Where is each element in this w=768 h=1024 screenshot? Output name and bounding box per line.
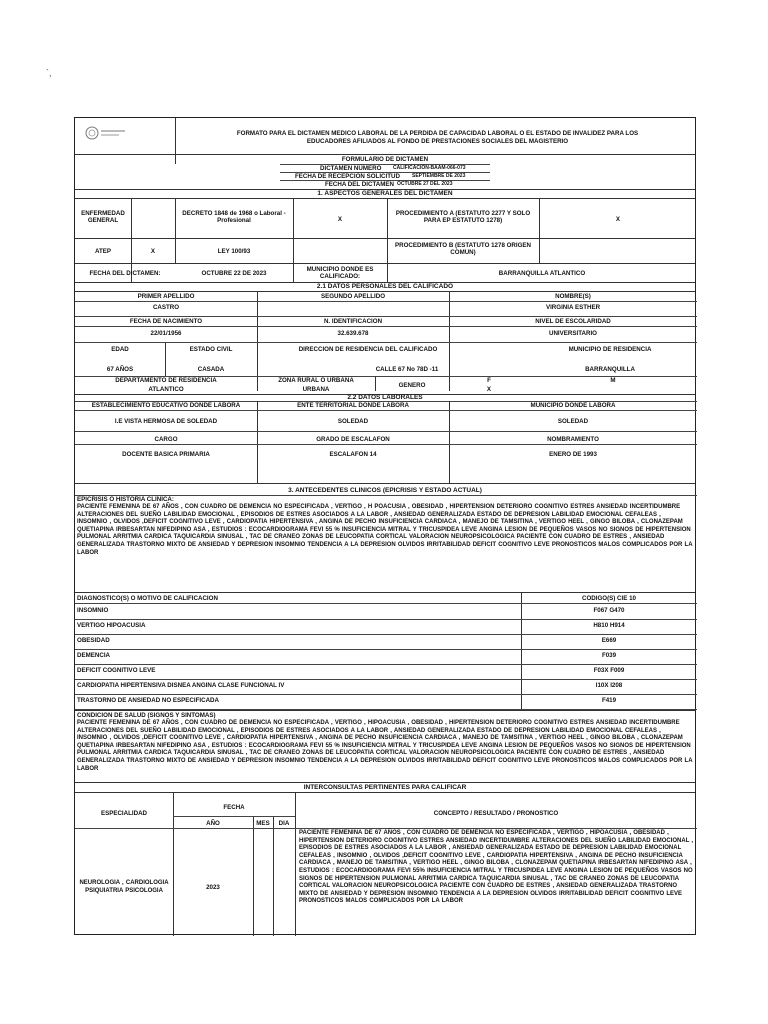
dia-label: DIA — [278, 820, 290, 827]
diagnostico-name: OBESIDAD — [77, 637, 110, 644]
decreto-label: DECRETO 1848 de 1968 o Laboral - Profesional — [182, 210, 286, 225]
scan-speck: `, — [46, 68, 52, 78]
diagnostico-name: TRASTORNO DE ANSIEDAD NO ESPECIFICADA — [77, 697, 219, 704]
diagnostico-code: F03X F009 — [593, 667, 625, 674]
procedimiento-a-label: PROCEDIMIENTO A (ESTATUTO 2277 Y SOLO PARA EP ESTATUTO 1278) — [395, 210, 531, 225]
section-aspectos-heading: 1. ASPECTOS GENERALES DEL DICTAMEN — [317, 190, 453, 197]
genero-label: GENERO — [398, 382, 426, 389]
municipio-labora-label: MUNICIPIO DONDE LABORA — [530, 402, 616, 409]
diagnostico-code: F067 G470 — [593, 607, 625, 614]
fecha-label: FECHA — [223, 804, 245, 811]
estado-civil-label: ESTADO CIVIL — [189, 346, 233, 353]
zona-value: URBANA — [302, 386, 330, 393]
departamento-label: DEPARTAMENTO DE RESIDENCIA — [115, 377, 217, 384]
municipio-residencia-value: BARRANQUILLA — [585, 366, 635, 373]
fecha-dictamen-label: FECHA DEL DICTAMEN: — [89, 270, 161, 277]
diagnostico-code: I10X I208 — [595, 682, 623, 689]
diagnostico-name: INSOMNIO — [77, 607, 109, 614]
condicion-text: PACIENTE FEMENINA DE 67 AÑOS , CON CUADRO DE DEMENCIA NO ESPECIFICADA , VERTIGO , HIPOACUSIA , OBESIDAD , HIPERTENSION DETERIORO COGNITIVO ESTRES ANSIEDAD INCERTIDUMBRE ALTERACIONES DEL SUEÑO LABILIDAD EMOCIONAL , EPISODIOS DE ESTRES ASOCIADOS A LA LABOR , ANSIEDAD GENERALIZADA ESTADO DE DEPRESION LABILIDAD EMOCIONAL CEFALEAS , INSOMNIO , OLVIDOS ,DEFICIT COGNITIVO LEVE , CARDIOPATIA HIPERTENSIVA , ANGINA DE PECHO INSUFICIENCIA CARDIACA , MANEJO DE TAMSITINA , VERTIGO HEEL , GINGO BILOBA , CLONAZEPAM QUETIAPINA IRBESARTAN NIFEDIPINO ASA , ESTUDIOS : ECOCARDIOGRAMA FEVI 55 % INSUFICIENCIA MITRAL Y TRICUSPIDEA LEVE ANGINA LESION DE PEQUEÑOS VASOS NO SIGNOS DE HIPERTENSION PULMONAL ARRITMIA CARDICA TAQUICARDIA SINUSAL , TAC DE CRANEO ZONAS DE LEUCOPATIA CORTICAL VALORACION NEUROPSICOLOGICA PACIENTE CON CUADRO DE ESTRES , ANSIEDAD GENERALIZADA TRASTORNO MIXTO DE ANSIEDAD Y DEPRESION INSOMNIO TENDENCIA A LA DEPRESION OLVIDOS IRRITABILIDAD DEFICIT COGNITIVO LEVE PRONOSTICOS MALOS COMPLICADOS POR LA LABOR — [77, 720, 693, 772]
diagnostico-name: DEMENCIA — [77, 652, 111, 659]
fecha-nacimiento-value: 22/01/1956 — [150, 330, 182, 337]
dictamen-numero-label: DICTAMEN NÚMERO — [320, 165, 382, 172]
fecha-recepcion-value: SEPTIEMBRE DE 2023 — [412, 173, 466, 179]
fecha-dictamen-value-top: OCTUBRE 27 DEL 2023 — [397, 181, 453, 187]
atep-label: ATEP — [94, 248, 112, 255]
procedimiento-a-mark: X — [615, 216, 621, 223]
mes-label: MES — [256, 820, 270, 827]
establecimiento-value: I.E VISTA HERMOSA DE SOLEDAD — [114, 418, 218, 425]
ano-value: 2023 — [206, 884, 220, 891]
genero-m-label: M — [610, 377, 616, 384]
diagnostico-code: E669 — [601, 637, 617, 644]
municipio-calificado-label: MUNICIPIO DONDE ES CALIFICADO: — [306, 266, 374, 281]
diagnostico-code: H810 H914 — [593, 622, 625, 629]
direccion-value: CALLE 67 No 78D -11 — [375, 366, 439, 373]
grado-label: GRADO DE ESCALAFON — [316, 436, 390, 443]
diagnostico-code: F039 — [601, 652, 617, 659]
genero-mark: X — [486, 386, 492, 393]
fecha-recepcion-label: FECHA DE RECEPCIÓN SOLICITUD — [295, 173, 400, 180]
epicrisis-text: PACIENTE FEMENINA DE 67 AÑOS , CON CUADRO DE DEMENCIA NO ESPECIFICADA , VERTIGO , H POACUSIA , OBESIDAD , HIPERTENSION DETERIORO COGNITIVO ESTRES ANSIEDAD INCERTIDUMBRE ALTERACIONES DEL SUEÑO LABILIDAD EMOCIONAL , EPISODIOS DE ESTRES ASOCIADOS A LA LABOR , ANSIEDAD GENERALIZADA ESTADO DE DEPRESION LABILIDAD EMOCIONAL CEFALEAS , INSOMNIO , OLVIDOS ,DEFICIT COGNITIVO LEVE , CARDIOPATIA HIPERTENSIVA , ANGINA DE PECHO INSUFICIENCIA CARDIACA , MANEJO DE TAMSITINA , VERTIGO HEEL , GINGO BILOBA , CLONAZEPAM QUETIAPINA IRBESARTAN NIFEDIPINO ASA , ESTUDIOS : ECOCARDIOGRAMA FEVI 55 % INSUFICIENCIA MITRAL Y TRICUSPIDEA LEVE ANGINA LESION DE PEQUEÑOS VASOS NO SIGNOS DE HIPERTENSION PULMONAL ARRITMIA CARDICA TAQUICARDIA SINUSAL , TAC DE CRANEO ZONAS DE LEUCOPATIA CORTICAL VALORACION NEUROPSICOLOGICA PACIENTE CON CUADRO DE ESTRES , ANSIEDAD GENERALIZADA TRASTORNO MIXTO DE ANSIEDAD Y DEPRESION INSOMNIO TENDENCIA A LA DEPRESION OLVIDOS IRRITABILIDAD DEFICIT COGNITIVO LEVE PRONOSTICOS MALOS COMPLICADOS POR LA LABOR — [77, 504, 693, 556]
escolaridad-label: NIVEL DE ESCOLARIDAD — [535, 318, 611, 325]
identificacion-value: 32.639.678 — [337, 330, 369, 337]
ano-label: AÑO — [206, 820, 220, 827]
atep-mark: X — [150, 248, 156, 255]
diagnostico-label: DIAGNOSTICO(S) O MOTIVO DE CALIFICACION — [77, 595, 218, 602]
departamento-value: ATLANTICO — [148, 386, 184, 393]
condicion-label: CONDICION DE SALUD (SIGNOS Y SINTOMAS) — [77, 712, 216, 719]
enfermedad-general-label: ENFERMEDAD GENERAL — [81, 210, 125, 225]
epicrisis-label: EPICRISIS O HISTORIA CLINICA: — [77, 496, 174, 503]
escolaridad-value: UNIVERSITARIO — [548, 330, 597, 337]
procedimiento-b-label: PROCEDIMIENTO B (ESTATUTO 1278 ORIGEN COMUN) — [394, 242, 532, 257]
primer-apellido-value: CASTRO — [152, 304, 180, 311]
ente-label: ENTE TERRITORIAL DONDE LABORA — [297, 402, 409, 409]
genero-f-label: F — [487, 377, 491, 384]
zona-label: ZONA RURAL O URBANA — [278, 377, 354, 384]
diagnostico-name: CARDIOPATIA HIPERTENSIVA DISNEA ANGINA CLASE FUNCIONAL IV — [77, 682, 285, 689]
form-page — [74, 117, 696, 935]
segundo-apellido-label: SEGUNDO APELLIDO — [320, 293, 386, 300]
grado-value: ESCALAFON 14 — [329, 451, 377, 458]
section-laborales-heading: 2.2 DATOS LABORALES — [347, 394, 423, 401]
enfermedad-general-mark: X — [337, 216, 343, 223]
edad-value: 67 AÑOS — [106, 366, 134, 373]
primer-apellido-label: PRIMER APELLIDO — [137, 293, 195, 300]
establecimiento-label: ESTABLECIMIENTO EDUCATIVO DONDE LABORA — [91, 402, 241, 409]
nombres-value: VIRGINIA ESTHER — [545, 304, 601, 311]
identificacion-label: N. IDENTIFICACION — [323, 318, 383, 325]
fecha-dictamen-value: OCTUBRE 22 DE 2023 — [201, 270, 267, 277]
section-interconsultas-heading: INTERCONSULTAS PERTINENTES PARA CALIFICAR — [303, 784, 467, 791]
section-antecedentes-heading: 3. ANTECEDENTES CLINICOS (EPICRISIS Y ESTADO ACTUAL) — [288, 487, 482, 494]
especialidad-value: NEUROLOGIA , CARDIOLOGIA PSIQUIATRIA PSICOLOGIA — [79, 880, 169, 894]
nombramiento-label: NOMBRAMIENTO — [547, 436, 599, 443]
fecha-dictamen-label-top: FECHA DEL DICTAMEN — [325, 181, 394, 188]
diagnostico-code: F419 — [601, 697, 617, 704]
formulario-label: FORMULARIO DE DICTAMEN — [341, 156, 429, 163]
nombramiento-value: ENERO DE 1993 — [549, 451, 597, 458]
especialidad-label: ESPECIALIDAD — [100, 810, 148, 817]
cargo-label: CARGO — [154, 436, 178, 443]
institution-logo-icon — [85, 124, 129, 142]
concepto-value: PACIENTE FEMENINA DE 67 AÑOS , CON CUADRO DE DEMENCIA NO ESPECIFICADA , VERTIGO , HIPOACUSIA , OBESIDAD , HIPERTENSION DETERIORO COGNITIVO ESTRES ANSIEDAD INCERTIDUMBRE ALTERACIONES DEL SUEÑO LABILIDAD EMOCIONAL , EPISODIOS DE ESTRES ASOCIADOS A LA LABOR , ANSIEDAD GENERALIZADA ESTADO DE DEPRESION LABILIDAD EMOCIONAL CEFALEAS , INSOMNIO , OLVIDOS ,DEFICIT COGNITIVO LEVE , CARDIOPATIA HIPERTENSIVA , ANGINA DE PECHO INSUFICIENCIA CARDIACA , MANEJO DE TAMSITINA , VERTIGO HEEL , GINGO BILOBA , CLONAZEPAM QUETIAPINA IRBESARTAN NIFEDIPINO ASA , ESTUDIOS : ECOCARDIOGRAMA FEVI 55% INSUFICIENCIA MITRAL Y TRICUSPIDEA LEVE ANGINA LESION DE PEQUEÑOS VASOS NO SIGNOS DE HIPERTENSION PULMONAL ARRITMIA CARDICA TAQUICARDIA SINUSAL , TAC DE CRANEO ZONAS DE LEUCOPATIA CORTICAL VALORACION NEUROPSICOLOGICA PACIENTE CON CUADRO DE ESTRES , ANSIEDAD GENERALIZADA TRASTORNO MIXTO DE ANSIEDAD Y DEPRESION INSOMNIO TENDENCIA A LA DEPRESION OLVIDOS IRRITABILIDAD DEFICIT COGNITIVO LEVE PRONOSTICOS MALOS COMPLICADOS POR LA LABOR — [299, 830, 694, 905]
estado-civil-value: CASADA — [197, 366, 225, 373]
cargo-value: DOCENTE BASICA PRIMARIA — [122, 451, 210, 458]
ley-label: LEY 100/93 — [217, 248, 251, 255]
codigo-cie-label: CODIGO(S) CIE 10 — [582, 595, 636, 602]
form-title-line2: EDUCADORES AFILIADOS AL FONDO DE PRESTACIONES SOCIALES DEL MAGISTERIO — [306, 138, 569, 145]
nombres-label: NOMBRE(S) — [555, 293, 591, 300]
dictamen-numero-value: CALIFICACIÓN-BAAM-066-073 — [393, 165, 466, 171]
municipio-labora-value: SOLEDAD — [557, 418, 589, 425]
edad-label: EDAD — [111, 346, 129, 353]
direccion-label: DIRECCION DE RESIDENCIA DEL CALIFICADO — [298, 346, 438, 353]
diagnostico-name: VERTIGO HIPOACUSIA — [77, 622, 146, 629]
ente-value: SOLEDAD — [337, 418, 369, 425]
municipio-residencia-label: MUNICIPIO DE RESIDENCIA — [568, 346, 652, 353]
fecha-nacimiento-label: FECHA DE NACIMIENTO — [129, 318, 203, 325]
municipio-calificado-value: BARRANQUILLA ATLANTICO — [498, 270, 586, 277]
concepto-label: CONCEPTO / RESULTADO / PRONOSTICO — [433, 810, 559, 817]
diagnostico-name: DEFICIT COGNITIVO LEVE — [77, 667, 156, 674]
section-personales-heading: 2.1 DATOS PERSONALES DEL CALIFICADO — [316, 283, 454, 290]
form-title-line1: FORMATO PARA EL DICTAMEN MEDICO LABORAL DE LA PERDIDA DE CAPACIDAD LABORAL O EL ESTADO DE INVALIDEZ PARA LOS — [236, 130, 639, 137]
